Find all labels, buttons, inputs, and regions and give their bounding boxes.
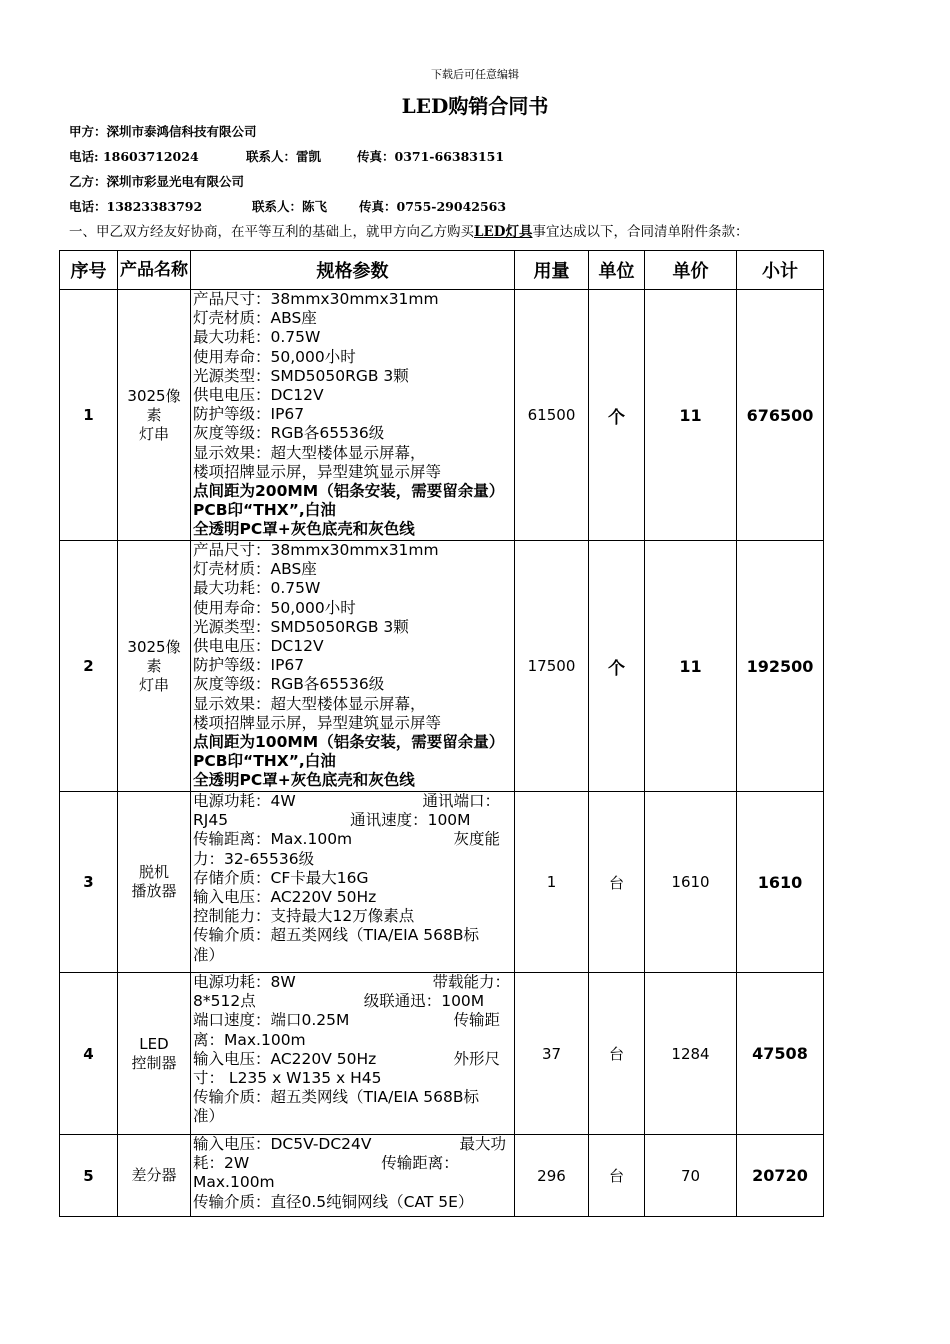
row-index: 3 [60, 792, 118, 973]
row-price: 1610 [645, 792, 737, 973]
row-unit: 台 [589, 973, 645, 1135]
row-qty: 296 [515, 1135, 589, 1217]
spec-line: 准） [193, 1107, 225, 1126]
spec-line: 传输介质：超五类网线（TIA/EIA 568B标 [193, 926, 479, 945]
spec-text: 通讯端口： [422, 792, 500, 810]
product-name-line: LED [139, 1034, 169, 1053]
row-spec [191, 973, 515, 1135]
spec-line: 显示效果：超大型楼体显示屏幕， [193, 443, 426, 462]
row-product-name [118, 541, 191, 792]
spec-line-bold: PCB印“THX”,白油 [193, 501, 336, 520]
spec-text: 电源功耗：8W [193, 973, 296, 991]
intro-before: 一、甲乙双方经友好协商，在平等互利的基础上，就甲方向乙方购买 [69, 224, 474, 240]
spec-text: 8*512点 [193, 992, 256, 1011]
spec-text: 带载能力： [432, 973, 510, 991]
product-name-line: 差分器 [131, 1166, 177, 1184]
table-row [60, 792, 824, 973]
row-price: 1284 [645, 973, 737, 1135]
spec-line-bold: 点间距为100MM（铝条安装，需要留余量） [193, 733, 505, 752]
row-price: 11 [645, 290, 737, 541]
row-product-name [118, 973, 191, 1135]
spec-line: 控制能力：支持最大12万像素点 [193, 907, 415, 926]
row-unit: 台 [589, 792, 645, 973]
row-spec [191, 1135, 515, 1217]
spec-line: 光源类型：SMD5050RGB 3颗 [193, 617, 409, 636]
spec-text: 端口速度：端口0.25M [193, 1011, 350, 1030]
product-name-line: 脱机 [138, 863, 169, 881]
header-subtotal: 小计 [737, 251, 824, 290]
party-a-name: 甲方：深圳市泰鸿信科技有限公司 [69, 124, 257, 139]
header-name: 产品名称 [118, 251, 191, 290]
header-index: 序号 [60, 251, 118, 290]
intro-paragraph [69, 220, 749, 240]
spec-text: 耗：2W [193, 1154, 250, 1173]
spec-line [193, 992, 510, 1011]
party-b-fax: 传真：0755-29042563 [359, 199, 507, 214]
spec-text: 电源功耗：4W [193, 792, 296, 810]
spec-line: 传输介质：直径0.5纯铜网线（CAT 5E） [193, 1192, 474, 1211]
party-a-phone: 电话: 18603712024 [69, 149, 199, 164]
spec-line: 供电电压：DC12V [193, 386, 324, 405]
row-qty: 61500 [515, 290, 589, 541]
spec-line: 产品尺寸：38mmx30mmx31mm [193, 541, 439, 559]
row-price: 70 [645, 1135, 737, 1217]
spec-line: 使用寿命：50,000小时 [193, 347, 356, 366]
row-qty: 1 [515, 792, 589, 973]
spec-line: 存储介质：CF卡最大16G [193, 868, 369, 887]
party-b-phone: 电话：13823383792 [69, 199, 203, 214]
spec-line: 灯壳材质：ABS座 [193, 309, 317, 328]
row-unit: 个 [589, 541, 645, 792]
spec-line [193, 792, 510, 811]
spec-line-bold: 全透明PC罩+灰色底壳和灰色线 [193, 771, 415, 790]
party-b-name: 乙方：深圳市彩显光电有限公司 [69, 174, 245, 189]
header-unit: 单位 [589, 251, 645, 290]
spec-line: 离：Max.100m [193, 1030, 306, 1049]
spec-text: 输入电压：AC220V 50Hz [193, 1049, 377, 1068]
intro-after: 事宜达成以下，合同清单附件条款： [532, 224, 749, 240]
row-product-name [118, 792, 191, 973]
spec-line-bold: 点间距为200MM（铝条安装，需要留余量） [193, 482, 505, 501]
spec-line: Max.100m [193, 1173, 275, 1192]
row-spec [191, 290, 515, 541]
spec-line: 灰度等级：RGB各65536级 [193, 675, 385, 694]
party-a-contact: 联系人：雷凯 [246, 149, 322, 164]
spec-line: 灰度等级：RGB各65536级 [193, 424, 385, 443]
product-name-line: 播放器 [131, 882, 177, 900]
table-row [60, 541, 824, 792]
product-name-line: 3025像 [127, 637, 181, 656]
spec-text: 最大功 [459, 1135, 506, 1153]
row-unit: 个 [589, 290, 645, 541]
spec-line [193, 1135, 510, 1154]
table-row [60, 1135, 824, 1217]
spec-line [193, 973, 510, 992]
row-qty: 37 [515, 973, 589, 1135]
spec-text: 级联通迅：100M [363, 992, 485, 1011]
party-a-fax: 传真：0371-66383151 [357, 149, 505, 164]
spec-line [193, 1011, 510, 1030]
product-name-line: 素 [146, 405, 162, 424]
row-product-name [118, 290, 191, 541]
spec-line: 光源类型：SMD5050RGB 3颗 [193, 366, 409, 385]
spec-text: 输入电压：DC5V-DC24V [193, 1135, 372, 1153]
header-price: 单价 [645, 251, 737, 290]
spec-line: 显示效果：超大型楼体显示屏幕， [193, 694, 426, 713]
row-index: 1 [60, 290, 118, 541]
spec-line: 寸： L235 x W135 x H45 [193, 1069, 382, 1088]
spec-line-bold: 全透明PC罩+灰色底壳和灰色线 [193, 520, 415, 539]
spec-line [193, 1050, 510, 1069]
row-subtotal: 676500 [737, 290, 824, 541]
page-title: LED购销合同书 [401, 94, 549, 118]
spec-line [193, 811, 510, 830]
spec-text: 传输距离：Max.100m [193, 830, 353, 849]
row-unit: 台 [589, 1135, 645, 1217]
row-subtotal: 192500 [737, 541, 824, 792]
header-spec: 规格参数 [191, 251, 515, 290]
row-spec [191, 792, 515, 973]
row-index: 2 [60, 541, 118, 792]
row-subtotal: 47508 [737, 973, 824, 1135]
row-index: 4 [60, 973, 118, 1135]
party-b-contact: 联系人：陈飞 [252, 199, 328, 214]
header-qty: 用量 [515, 251, 589, 290]
table-row [60, 973, 824, 1135]
row-qty: 17500 [515, 541, 589, 792]
spec-line: 输入电压：AC220V 50Hz [193, 888, 377, 907]
spec-text: 通讯速度：100M [350, 811, 471, 830]
intro-item: LED灯具 [474, 224, 533, 240]
spec-line: 传输介质：超五类网线（TIA/EIA 568B标 [193, 1088, 479, 1107]
row-subtotal: 1610 [737, 792, 824, 973]
spec-text: 灰度能 [453, 830, 500, 849]
spec-line: 楼项招牌显示屏，异型建筑显示屏等 [193, 713, 442, 732]
spec-line: 最大功耗：0.75W [193, 579, 321, 598]
spec-line: 最大功耗：0.75W [193, 328, 321, 347]
spec-line: 防护等级：IP67 [193, 656, 305, 675]
spec-text: 外形尺 [453, 1049, 500, 1068]
row-index: 5 [60, 1135, 118, 1217]
spec-line [193, 1154, 510, 1173]
spec-line: 产品尺寸：38mmx30mmx31mm [193, 290, 439, 308]
spec-text: 传输距 [453, 1011, 500, 1030]
spec-text: RJ45 [193, 811, 229, 830]
product-name-line: 素 [146, 656, 162, 675]
table-header-row [60, 251, 824, 290]
row-subtotal: 20720 [737, 1135, 824, 1217]
order-table [59, 250, 824, 1217]
table-row [60, 290, 824, 541]
spec-line: 力：32-65536级 [193, 849, 315, 868]
product-name-line: 3025像 [127, 386, 181, 405]
product-name-line: 控制器 [131, 1053, 177, 1072]
spec-line: 供电电压：DC12V [193, 637, 324, 656]
row-price: 11 [645, 541, 737, 792]
spec-line-bold: PCB印“THX”,白油 [193, 752, 336, 771]
spec-line: 防护等级：IP67 [193, 405, 305, 424]
spec-line: 使用寿命：50,000小时 [193, 598, 356, 617]
spec-line: 灯壳材质：ABS座 [193, 560, 317, 579]
top-note: 下载后可任意编辑 [431, 68, 519, 81]
product-name-line: 灯串 [138, 675, 169, 694]
spec-text: 传输距离： [381, 1154, 459, 1173]
row-product-name [118, 1135, 191, 1217]
row-spec [191, 541, 515, 792]
spec-line: 准） [193, 945, 225, 964]
product-name-line: 灯串 [138, 424, 169, 443]
spec-line [193, 830, 510, 849]
spec-line: 楼项招牌显示屏，异型建筑显示屏等 [193, 462, 442, 481]
